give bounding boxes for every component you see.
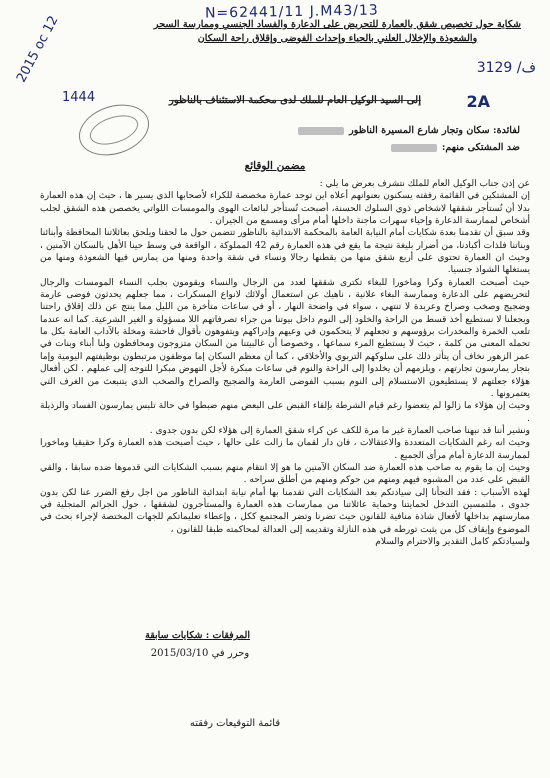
complaint-body bbox=[40, 178, 530, 548]
body-paragraph: لهذه الأسباب : فقد التجأنا إلى سيادتكم بعد الشكايات التي تقدمنا بها أمام نيابة ابتدائية الناظور من اجل رفع الضرر عنا لكن بدون جدوى ، ملتمسين التدخل لحمايتنا وحماية عائلاتنا من ممارسات هذه العمارة والمستأجرون لشققها ، حول الجرائم المتجلية في ممارستهم بداخلها لأفعال شاذة منافية للقانون حيث تضرنا وتضر المجتمع ككل ، وإعطاء تعليماتكم للجهات المختصة لإجراء بحث في الموضوع وإيقاف كل من يثبت تورطه في هذه النازلة وتقديمه إلى العدالة لمحاكمته طبقا للقانون ، bbox=[40, 487, 530, 535]
handwritten-code: 2A bbox=[466, 92, 490, 111]
redaction-mark bbox=[298, 127, 344, 135]
body-paragraph: وحيث إن هؤلاء ما زالوا لم يتعضوا رغم قيام الشرطة بإلقاء القبض على البعض منهم ضبطوا في حالة تلبس يمارسون الفساد والرذيلة . bbox=[40, 401, 530, 424]
reception-stamp bbox=[72, 96, 155, 164]
complaint-subject: شكاية حول تخصيص شقق بالعمارة للتحريض على الدعارة والفساد الجنسي وممارسة السحر والشعوذة والإخلال العلني بالحياء وإحداث الفوضى وإقلاق راحة السكان bbox=[153, 19, 522, 44]
body-paragraph: عن إذن جناب الوكيل العام للملك نتشرف بعرض ما يلي : bbox=[319, 179, 530, 189]
body-paragraph: حيث أصبحت العمارة وكرا وماخورا للبغاء تكترى شققها لعدد من الرجال والنساء ويقومون بجلب النساء المومسات والرجال لتحريضهم على الدعارة وممارسة البغاء علانية ، ناهيك عن استعمال أولائك لانواع المسكرات ، مما جعلهم يحدثون فوضى عارمة وضجيج وصخب وصراخ وعربدة لا تنتهي ، سواء في واضحة النهار ، أو في ساعات متأخرة من الليل مما ينتج عن ذلك إقلاق راحتنا ويجعلنا لا نستطيع أخذ قسط من الراحة والخلود إلى النوم داخل بيوتنا من جراء تصرفاتهم اللا مسؤولة و الغير الشرعية. كما انه عندما تلعب الخمرة والمخدرات برؤوسهم و تجعلهم لا يتحكمون في وعيهم وإدراكهم ويتفوهون بأقوال فاحشة ومخلة بالآداب العامة بكل ما تحمله المعنى من كلمة ، حيث لا يستطيع المرء سماعها ، وخصوصا أن غالبيتنا من السكان متزوجون ومحافظون ولنا أبناء وبنات في عمر الزهور نخاف أن يتأثر ذلك على سلوكهم التربوي والأخلاقي ، كما أن معظم السكان إما موظفون مرتبطون بوظيفتهم اليومية وإما بتجار يمارسون تجارتهم ، ويلزمهم أن يخلدوا إلى الراحة والنوم في ساعات مبكرة لأجل النهوض مبكرا للتوجه إلى عملهم . لكن أفعال هؤلاء جعلتهم لا يستطيعون الاستسلام إلى النوم بسبب الفوضى العارمة والضجيج والصراخ والصخب الذي يتنبعث من الغرف التي يعتمرونها . bbox=[40, 277, 530, 399]
signatures-list-title: قائمة التوقيعات رفقته bbox=[189, 718, 281, 729]
body-paragraph: وحيث انه رغم الشكايات المتعددة والاعتقالات ، فان دار لقمان ما زالت على حالها ، حيث أصبحت هذه العمارة وكرا حقيقيا وماخورا لممارسة الدعارة أمام مرأى الجميع . bbox=[40, 438, 530, 461]
handwritten-date-margin: 2015 oc 12 bbox=[14, 13, 62, 86]
addressee-line: إلى السيد الوكيل العام للملك لدى محكمة الاستئناف بالناظور bbox=[169, 95, 421, 106]
defendants-text: ضد المشتكى منهم: bbox=[441, 142, 520, 153]
closing-salutation: ولسيادتكم كامل التقدير والاحترام والسلام bbox=[375, 536, 530, 547]
facts-section-title: مضمن الوقائع bbox=[244, 160, 306, 172]
complainants-text: لفائدة: سكان وتجار شارع المسيرة الناظور bbox=[349, 125, 520, 136]
handwritten-reference-number: N=62441/11 J.M43/13 bbox=[204, 2, 379, 22]
signing-date: وحرر في 2015/03/10 bbox=[150, 648, 250, 659]
body-paragraph: إن المشتكين في القائمة رفقته يسكنون بعنوانهم أعلاه اين توجد عمارة مخصصة للكراء لأصحابها الذي يسير ها ، حيث إن هذه العمارة بدلا أن تُستأجر شققها لاشخاص ذوي السلوك الحسنة، أصبحت تُستأجر لبائعات الهوى والمومسات اللواتي يخصصن هذه الشقق لجلب أشخاص لممارسة الدعارة وإحياء سهرات ماجنة داخلها أمام مرأى ومسمع من الجيران . bbox=[40, 191, 530, 227]
defendants-line bbox=[210, 142, 520, 153]
body-paragraph: ونشير أننا قد نبهنا صاحب العمارة غير ما مرة للكف عن كراء شقق العمارة إلى هؤلاء لكن بدون جدوى . bbox=[149, 425, 530, 436]
handwritten-file-number: 3129 /ف bbox=[476, 60, 536, 76]
attachments-line: المرفقات : شكايات سابقة bbox=[145, 630, 250, 641]
body-paragraph: وقد سبق أن تقدمنا بعدة شكايات أمام النيابة العامة بالمحكمة الابتدائية بالناظور تتضمن حول ما لحقنا ويلحق بعائلاتنا المحافظة وأبنائنا وبناتنا فلذات أكبادنا، من أضرار بليغة نتيجة ما يقع في هذه العمارة رقم 42 المملوكة ، الواقعة في وسط حينا الأهل بالسكان الآمنين ، وحيث ان العمارة تحتوي على أربع شقق منها من يقطنها رجالا ونساء في شقة واحدة ومنها من يمارس فيها الشعوذة ومنها من يستغلها الشواذ جنسيا. bbox=[40, 228, 530, 276]
handwritten-number-left: 1444 bbox=[62, 90, 96, 105]
complainants-line bbox=[210, 125, 520, 136]
redaction-mark bbox=[391, 144, 437, 152]
body-paragraph: وحيث إن ما يقوم به صاحب هذه العمارة ضد السكان الآمنين ما هو إلا انتقام منهم بسبب الشكايات التي قدموها ضده سابقا ، والقي القبض على عدد من المشبوه فيهم ومنهم من حوكم ومنهم من أطلق سراحه . bbox=[40, 462, 530, 486]
